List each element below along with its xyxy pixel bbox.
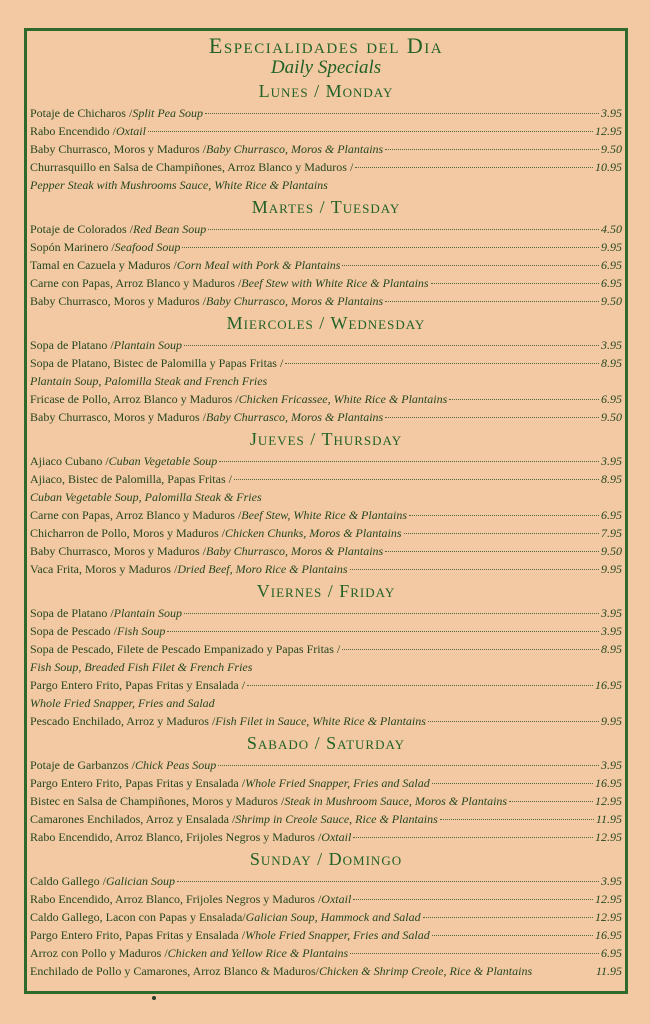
menu-item [30,828,622,846]
day-heading: Sunday / Domingo [249,849,403,869]
dish-name-english: Galician Soup [105,874,175,888]
dot-leader [167,631,599,632]
dot-leader [428,721,599,722]
menu-item [30,524,622,542]
dish-name-english-continued: Plantain Soup, Palomilla Steak and French Fries [30,374,268,388]
day-heading: Viernes / Friday [256,581,396,601]
dot-leader [423,917,593,918]
menu-item [30,676,622,694]
day-section-lunes [30,78,622,194]
dish-price: 12.95 [595,830,622,844]
dish-price: 6.95 [601,276,622,290]
dish-name-english: Fish Soup [116,624,166,638]
dish-price: 12.95 [595,910,622,924]
dot-leader [432,935,593,936]
dish-price: 4.50 [601,222,622,236]
menu-item [30,470,622,488]
menu-item [30,560,622,578]
menu-item [30,122,622,140]
dish-name-english: Plantain Soup [113,606,182,620]
dish-name-english: Corn Meal with Pork & Plantains [176,258,341,272]
dot-leader [385,149,599,150]
dish-price: 9.95 [601,714,622,728]
dot-leader [342,265,599,266]
dish-name-english: Beef Stew, White Rice & Plantains [241,508,408,522]
dish-name-english: Chicken Chunks, Moros & Plantains [224,526,402,540]
dish-price: 3.95 [601,624,622,638]
dot-leader [285,363,599,364]
dish-price: 6.95 [601,946,622,960]
dish-name-english: Oxtail [321,892,352,906]
menu-title: Especialidades del Dia [208,33,444,58]
dot-leader [234,479,599,480]
menu-item [30,140,622,158]
dish-price: 10.95 [595,160,622,174]
dish-name-english: Whole Fried Snapper, Fries and Salad [245,928,430,942]
day-heading: Martes / Tuesday [251,197,401,217]
menu-item [30,336,622,354]
dot-leader [205,113,599,114]
day-heading: Jueves / Thursday [249,429,403,449]
dish-name-spanish: Pargo Entero Frito, Papas Fritas y Ensalada / [30,678,246,692]
dish-price: 3.95 [601,758,622,772]
dish-name-english-continued: Fish Soup, Breaded Fish Filet & French Fries [30,660,253,674]
dish-name-spanish: Baby Churrasco, Moros y Maduros / [30,544,206,558]
menu-item [30,622,622,640]
dot-leader [385,417,599,418]
menu-item [30,872,622,890]
menu-item [30,238,622,256]
menu-item [30,408,622,426]
dish-name-english-continued: Whole Fried Snapper, Fries and Salad [30,696,215,710]
menu-item [30,542,622,560]
dish-name-spanish: Rabo Encendido / [30,124,116,138]
menu-item [30,506,622,524]
dish-name-spanish: Sopón Marinero / [30,240,115,254]
dish-name-spanish: Fricase de Pollo, Arroz Blanco y Maduros / [30,392,239,406]
dot-leader [342,649,599,650]
dish-name-spanish: Baby Churrasco, Moros y Maduros / [30,294,206,308]
dish-name-spanish: Arroz con Pollo y Maduros / [30,946,168,960]
dish-price: 3.95 [601,606,622,620]
daily-specials-list [30,78,622,980]
dish-name-spanish: Rabo Encendido, Arroz Blanco, Frijoles Negros y Maduros / [30,892,322,906]
menu-item [30,220,622,238]
menu-item [30,354,622,372]
dish-name-spanish: Sopa de Platano / [30,338,114,352]
dish-name-spanish: Churrasquillo en Salsa de Champiñones, Arroz Blanco y Maduros / [30,160,354,174]
dish-name-english: Galician Soup, Hammock and Salad [245,910,421,924]
dot-leader [385,301,599,302]
dish-name-english-continued: Cuban Vegetable Soup, Palomilla Steak & Fries [30,490,262,504]
dish-price: 16.95 [595,776,622,790]
dot-leader [184,613,599,614]
dish-name-english: Chicken Fricassee, White Rice & Plantains [238,392,448,406]
dish-price: 8.95 [601,472,622,486]
dish-price: 12.95 [595,794,622,808]
dot-leader [353,899,593,900]
dish-price: 8.95 [601,356,622,370]
dot-leader [350,569,600,570]
dot-leader [208,229,599,230]
day-section-martes [30,194,622,310]
dish-name-spanish: Tamal en Cazuela y Maduros / [30,258,177,272]
dish-price: 9.50 [601,410,622,424]
dish-name-spanish: Rabo Encendido, Arroz Blanco, Frijoles Negros y Maduros / [30,830,322,844]
day-heading: Sabado / Saturday [246,733,406,753]
dish-price: 7.95 [601,526,622,540]
dot-leader [449,399,599,400]
dish-price: 16.95 [595,928,622,942]
dish-name-spanish: Ajiaco, Bistec de Palomilla, Papas Fritas / [30,472,232,486]
day-section-miercoles [30,310,622,426]
day-heading: Miercoles / Wednesday [226,313,426,333]
dish-name-english: Red Bean Soup [132,222,207,236]
dot-leader [247,685,593,686]
dish-name-english: Beef Stew with White Rice & Plantains [241,276,429,290]
dish-price: 3.95 [601,454,622,468]
menu-item [30,962,622,980]
dish-price: 12.95 [595,124,622,138]
menu-item [30,908,622,926]
dish-price: 6.95 [601,392,622,406]
dish-name-english: Steak in Mushroom Sauce, Moros & Plantains [284,794,508,808]
day-section-jueves [30,426,622,578]
dish-price: 6.95 [601,258,622,272]
menu-item [30,390,622,408]
dish-name-english: Oxtail [115,124,146,138]
dot-leader [432,783,593,784]
dish-name-english: Baby Churrasco, Moros & Plantains [205,294,384,308]
dish-name-spanish: Baby Churrasco, Moros y Maduros / [30,142,206,156]
dish-name-english: Shrimp in Creole Sauce, Rice & Plantains [235,812,438,826]
menu-item [30,274,622,292]
dish-name-english: Chicken & Shrimp Creole, Rice & Plantains [318,964,533,978]
dot-leader [184,345,599,346]
menu-item [30,810,622,828]
dot-leader [355,167,593,168]
dot-leader [409,515,599,516]
dish-name-english: Fish Filet in Sauce, White Rice & Plantains [215,714,426,728]
dish-name-spanish: Sopa de Pescado / [30,624,117,638]
dish-name-spanish: Potaje de Colorados / [30,222,133,236]
dish-name-english: Chicken and Yellow Rice & Plantains [167,946,349,960]
dish-name-spanish: Sopa de Pescado, Filete de Pescado Empanizado y Papas Fritas / [30,642,341,656]
dish-price: 3.95 [601,874,622,888]
dish-name-english: Chick Peas Soup [134,758,217,772]
menu-item [30,926,622,944]
dish-name-spanish: Baby Churrasco, Moros y Maduros / [30,410,206,424]
dish-price: 9.50 [601,142,622,156]
menu-item [30,452,622,470]
dish-name-spanish: Caldo Gallego / [30,874,106,888]
dot-leader [431,283,599,284]
dot-leader [353,837,593,838]
dish-price: 3.95 [601,338,622,352]
menu-item [30,792,622,810]
menu-item [30,890,622,908]
day-section-sabado [30,730,622,846]
dish-price: 12.95 [595,892,622,906]
day-heading: Lunes / Monday [258,81,394,101]
menu-item [30,712,622,730]
dot-leader [385,551,599,552]
dish-name-spanish: Sopa de Platano / [30,606,114,620]
dish-name-spanish: Pargo Entero Frito, Papas Fritas y Ensalada / [30,776,246,790]
dish-name-english: Baby Churrasco, Moros & Plantains [205,142,384,156]
dish-name-english: Dried Beef, Moro Rice & Plantains [177,562,348,576]
dish-name-spanish: Caldo Gallego, Lacon con Papas y Ensalada/ [30,910,246,924]
dish-name-spanish: Sopa de Platano, Bistec de Palomilla y Papas Fritas / [30,356,284,370]
day-section-viernes [30,578,622,730]
dish-price: 16.95 [595,678,622,692]
dish-name-english: Plantain Soup [113,338,182,352]
dish-name-spanish: Enchilado de Pollo y Camarones, Arroz Blanco & Maduros/ [30,964,319,978]
dish-name-spanish: Carne con Papas, Arroz Blanco y Maduros / [30,276,242,290]
dish-name-spanish: Pargo Entero Frito, Papas Fritas y Ensalada / [30,928,246,942]
dot-leader [177,881,599,882]
dish-price: 11.95 [595,812,622,826]
menu-item [30,944,622,962]
menu-item [30,640,622,658]
dish-price: 11.95 [595,964,622,978]
dish-name-spanish: Ajiaco Cubano / [30,454,109,468]
dot-leader [218,765,599,766]
dot-leader [440,819,594,820]
dot-leader [148,131,593,132]
dish-price: 3.95 [601,106,622,120]
day-section-sunday [30,846,622,980]
dish-name-english: Split Pea Soup [132,106,203,120]
ink-dot [152,996,156,1000]
dish-name-english: Oxtail [321,830,352,844]
dish-price: 6.95 [601,508,622,522]
menu-item [30,158,622,176]
dot-leader [219,461,599,462]
menu-item [30,256,622,274]
menu-item [30,604,622,622]
dot-leader [509,801,593,802]
dish-name-spanish: Potaje de Chicharos / [30,106,133,120]
dish-price: 8.95 [601,642,622,656]
dish-name-spanish: Camarones Enchilados, Arroz y Ensalada / [30,812,236,826]
menu-item [30,292,622,310]
dish-name-english: Seafood Soup [114,240,181,254]
menu-content [30,34,622,980]
dish-name-english: Baby Churrasco, Moros & Plantains [205,410,384,424]
dot-leader [182,247,599,248]
dish-price: 9.50 [601,294,622,308]
menu-subtitle: Daily Specials [270,57,382,78]
dish-name-spanish: Bistec en Salsa de Champiñones, Moros y Maduros / [30,794,285,808]
dot-leader [404,533,599,534]
menu-item [30,774,622,792]
dish-name-spanish: Vaca Frita, Moros y Maduros / [30,562,178,576]
dish-price: 9.50 [601,544,622,558]
dish-name-english: Cuban Vegetable Soup [108,454,218,468]
dish-name-spanish: Carne con Papas, Arroz Blanco y Maduros / [30,508,242,522]
menu-item [30,104,622,122]
dish-name-english: Whole Fried Snapper, Fries and Salad [245,776,430,790]
dish-name-spanish: Pescado Enchilado, Arroz y Maduros / [30,714,216,728]
dish-name-english-continued: Pepper Steak with Mushrooms Sauce, White Rice & Plantains [30,178,328,192]
dish-name-english: Baby Churrasco, Moros & Plantains [205,544,384,558]
dish-price: 9.95 [601,240,622,254]
dish-name-spanish: Potaje de Garbanzos / [30,758,135,772]
dot-leader [350,953,599,954]
menu-item [30,756,622,774]
dish-name-spanish: Chicharron de Pollo, Moros y Maduros / [30,526,225,540]
dish-price: 9.95 [601,562,622,576]
